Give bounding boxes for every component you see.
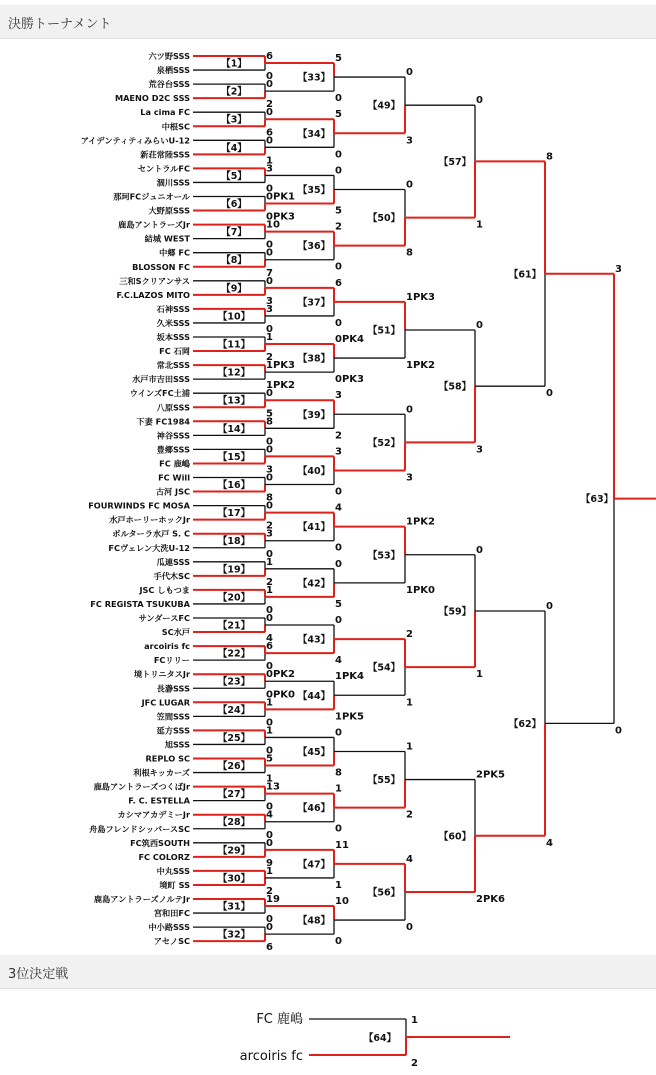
match-label: 【55】 — [367, 775, 401, 787]
team-name: 泉栖SSS — [156, 65, 190, 76]
team-name: 笠間SSS — [156, 711, 190, 722]
team-name: 大野原SSS — [148, 205, 190, 216]
team-name: arcoiris fc — [144, 641, 190, 652]
match-score: 0 — [335, 615, 342, 627]
match-label: 【1】 — [221, 58, 247, 70]
match-score: 2PK6 — [476, 893, 505, 905]
match-score: 4 — [546, 837, 553, 849]
team-name: カシマアカデミーJr — [117, 809, 190, 820]
match-label: 【3】 — [221, 114, 247, 126]
team-name: 神谷SSS — [156, 430, 190, 441]
match-label: 【47】 — [297, 859, 331, 871]
team-name: 手代木SC — [153, 570, 190, 581]
team-name: 豊郷SSS — [156, 444, 190, 455]
match-label: 【16】 — [217, 480, 251, 492]
team-name: 水戸市吉田SSS — [132, 374, 190, 385]
team-name: ボルターラ水戸 S. C — [112, 528, 190, 539]
match-score: 0 — [546, 600, 553, 612]
team-name: 延方SSS — [156, 725, 190, 736]
match-score: 5 — [335, 598, 342, 610]
match-label: 【39】 — [297, 409, 331, 421]
match-label: 【20】 — [217, 592, 251, 604]
match-score: 1PK4 — [335, 671, 364, 683]
match-score: 0 — [476, 544, 483, 556]
match-score: 8 — [266, 492, 273, 504]
match-label: 【5】 — [221, 170, 247, 182]
match-score: 3 — [266, 464, 273, 476]
match-score: 0 — [266, 71, 273, 83]
team-name: FOURWINDS FC MOSA — [88, 500, 190, 511]
match-score: 1PK2 — [406, 516, 435, 528]
match-score: 8 — [266, 416, 273, 428]
team-name: 古河 JSC — [155, 486, 190, 497]
match-score: 5 — [266, 753, 273, 765]
team-name: FCリリー — [153, 655, 190, 666]
match-score: 2 — [266, 885, 273, 897]
team-name: 水戸ホーリーホックJr — [109, 514, 190, 525]
match-score: 3 — [335, 390, 342, 402]
team-name: SC水戸 — [161, 627, 190, 638]
match-label: 【7】 — [221, 227, 247, 239]
match-label: 【38】 — [297, 353, 331, 365]
match-label: 【28】 — [217, 817, 251, 829]
match-score: 1PK2 — [406, 360, 435, 372]
team-name: 中根SC — [161, 121, 190, 132]
match-score: 0 — [266, 323, 273, 335]
team-name: 石神SSS — [156, 303, 190, 314]
match-score: 1 — [266, 155, 273, 167]
match-label: 【26】 — [217, 761, 251, 773]
match-score: 0 — [406, 179, 413, 191]
match-score: 5 — [335, 53, 342, 65]
team-name: 長瀞SSS — [156, 683, 190, 694]
team-name: ウインズFC土浦 — [129, 388, 190, 399]
match-score: 1 — [335, 783, 342, 795]
match-score: 3 — [266, 303, 273, 315]
match-score: 0 — [406, 922, 413, 934]
match-label: 【50】 — [367, 213, 401, 225]
match-label: 【60】 — [438, 831, 472, 843]
match-score: 8 — [335, 767, 342, 779]
match-score: 0 — [266, 79, 273, 91]
match-score: 1 — [266, 725, 273, 737]
match-label: 【45】 — [297, 746, 331, 758]
match-label: 【53】 — [367, 550, 401, 562]
match-score: 3 — [615, 263, 622, 275]
match-score: 1 — [266, 865, 273, 877]
match-score: 11 — [335, 839, 349, 851]
match-score: 0 — [266, 661, 273, 673]
match-label: 【30】 — [217, 873, 251, 885]
match-score: 0 — [266, 436, 273, 448]
third-place-header — [0, 955, 656, 989]
match-score: 1 — [266, 697, 273, 709]
team-name: 新荘常陸SSS — [140, 149, 190, 160]
match-score: 4 — [266, 633, 273, 645]
match-score: 0 — [266, 829, 273, 841]
match-score: 3 — [266, 163, 273, 175]
team-name: 常北SSS — [156, 360, 190, 371]
match-score: 6 — [266, 641, 273, 653]
match-label: 【14】 — [217, 423, 251, 435]
match-score: 0PK3 — [266, 211, 295, 223]
match-score: 10 — [335, 896, 349, 908]
match-label: 【64】 — [363, 1033, 397, 1044]
match-score: 1PK0 — [406, 584, 435, 596]
team-name: 荒谷台SSS — [148, 79, 190, 90]
team-name: 鹿島アントラーズつくばJr — [93, 781, 190, 792]
team-name: アイデンティティみらいU-12 — [80, 135, 190, 146]
match-score: 0 — [266, 444, 273, 456]
match-score: 1 — [335, 879, 342, 891]
match-label: 【31】 — [217, 901, 251, 913]
match-score: 0 — [266, 275, 273, 287]
match-score: 1PK5 — [335, 711, 364, 723]
match-label: 【61】 — [508, 269, 542, 281]
match-label: 【46】 — [297, 803, 331, 815]
match-score: 0 — [266, 388, 273, 400]
team-name: 境トリニタスJr — [133, 669, 190, 680]
match-score: 0 — [335, 542, 342, 554]
match-score: 0 — [266, 914, 273, 926]
match-score: 3 — [406, 472, 413, 484]
match-score: 7 — [266, 267, 273, 279]
match-score: 0 — [266, 135, 273, 147]
team-name: 宮和田FC — [153, 908, 190, 919]
match-label: 【44】 — [297, 690, 331, 702]
team-name: アセノSC — [153, 936, 190, 947]
team-name: 下妻 FC1984 — [136, 416, 190, 427]
team-name: セントラルFC — [137, 163, 190, 174]
team-name: JFC LUGAR — [141, 697, 190, 708]
team-name: 鹿島アントラーズJr — [118, 219, 190, 230]
match-label: 【24】 — [217, 704, 251, 716]
match-score: 2 — [411, 1058, 418, 1069]
match-score: 5 — [266, 408, 273, 420]
match-label: 【48】 — [297, 915, 331, 927]
match-score: 1PK3 — [266, 360, 295, 372]
match-score: 0 — [335, 149, 342, 161]
match-score: 1 — [266, 332, 273, 343]
team-name: 久米SSS — [156, 317, 190, 328]
match-score: 9 — [266, 857, 273, 869]
match-label: 【33】 — [297, 72, 331, 84]
match-score: 0PK4 — [335, 334, 364, 346]
match-score: 4 — [406, 853, 413, 865]
match-label: 【40】 — [297, 465, 331, 477]
match-score: 0 — [546, 388, 553, 400]
match-score: 0 — [266, 745, 273, 757]
match-label: 【59】 — [438, 606, 472, 618]
match-score: 0PK2 — [266, 669, 295, 681]
match-score: 0 — [615, 725, 622, 737]
match-score: 0 — [266, 472, 273, 484]
match-score: 5 — [335, 109, 342, 121]
team-name: F. C. ESTELLA — [128, 795, 190, 806]
team-name: FC COLORZ — [138, 851, 190, 862]
match-score: 2PK5 — [476, 769, 505, 781]
match-label: 【37】 — [297, 297, 331, 309]
match-score: 1 — [411, 1015, 418, 1026]
match-score: 8 — [546, 151, 553, 163]
team-name: 舟島フレンドシッパースSC — [89, 823, 190, 834]
match-score: 0 — [266, 922, 273, 934]
match-score: 2 — [335, 430, 342, 442]
match-label: 【12】 — [217, 367, 251, 379]
match-label: 【56】 — [367, 887, 401, 899]
match-score: 0 — [266, 717, 273, 729]
team-name: arcoiris fc — [239, 1049, 303, 1064]
match-label: 【36】 — [297, 241, 331, 253]
third-place-bracket — [0, 1005, 656, 1075]
match-score: 0 — [335, 558, 342, 570]
match-label: 【32】 — [217, 929, 251, 941]
match-score: 1 — [266, 556, 273, 568]
match-label: 【29】 — [217, 845, 251, 857]
match-score: 0 — [335, 261, 342, 273]
match-score: 5 — [335, 205, 342, 217]
team-name: MAENO D2C SSS — [114, 93, 190, 104]
match-score: 4 — [266, 809, 273, 821]
team-name: 旭SSS — [164, 739, 190, 750]
team-name: 境町 SS — [159, 879, 190, 890]
team-name: FC 鹿嶋 — [256, 1012, 303, 1027]
match-label: 【49】 — [367, 100, 401, 112]
team-name: FC 鹿嶋 — [159, 458, 190, 469]
match-label: 【42】 — [297, 578, 331, 590]
match-score: 0 — [335, 823, 342, 835]
match-score: 1 — [476, 219, 483, 231]
match-score: 2 — [266, 352, 273, 364]
team-name: 中丸SSS — [156, 865, 190, 876]
match-score: 8 — [406, 247, 413, 259]
match-score: 1PK2 — [266, 380, 295, 392]
match-score: 6 — [266, 942, 273, 950]
match-score: 0PK0 — [266, 689, 295, 701]
team-name: 涸川SSS — [156, 177, 190, 188]
match-score: 0 — [266, 604, 273, 616]
match-label: 【51】 — [367, 325, 401, 337]
match-score: 6 — [266, 127, 273, 139]
match-label: 【15】 — [217, 451, 251, 463]
match-label: 【41】 — [297, 522, 331, 534]
match-score: 0 — [335, 727, 342, 739]
match-label: 【21】 — [217, 620, 251, 632]
match-label: 【25】 — [217, 732, 251, 744]
team-name: REPLO SC — [145, 753, 190, 764]
match-label: 【9】 — [221, 283, 247, 295]
match-score: 1 — [476, 669, 483, 681]
match-label: 【6】 — [221, 199, 247, 211]
match-score: 2 — [335, 221, 342, 233]
team-name: 結城 WEST — [144, 233, 190, 244]
match-score: 6 — [335, 277, 342, 289]
match-score: 0 — [266, 239, 273, 251]
match-label: 【63】 — [580, 494, 614, 506]
match-label: 【35】 — [297, 184, 331, 196]
match-score: 3 — [266, 295, 273, 307]
match-label: 【8】 — [221, 255, 247, 267]
team-name: 中小路SSS — [148, 922, 190, 933]
team-name: JSC しもつま — [139, 584, 190, 595]
match-score: 0PK1 — [266, 191, 295, 203]
third-place-title: 3位決定戦 — [8, 967, 69, 982]
team-name: 六ツ野SSS — [148, 51, 190, 61]
team-name: 瓜連SSS — [156, 556, 190, 567]
match-label: 【18】 — [217, 536, 251, 548]
match-score: 2 — [266, 520, 273, 532]
match-label: 【23】 — [217, 676, 251, 688]
match-score: 0 — [476, 319, 483, 331]
match-score: 0 — [406, 404, 413, 416]
match-label: 【10】 — [217, 311, 251, 323]
match-score: 0 — [266, 107, 273, 119]
team-name: 那珂FCジュニオール — [113, 191, 190, 202]
team-name: 中郷 FC — [159, 247, 190, 258]
match-label: 【17】 — [217, 508, 251, 520]
team-name: BLOSSON FC — [132, 261, 190, 272]
match-label: 【19】 — [217, 564, 251, 576]
team-name: FC Will — [158, 472, 190, 483]
match-score: 1 — [266, 773, 273, 785]
match-score: 19 — [266, 894, 280, 905]
match-label: 【58】 — [438, 381, 472, 393]
team-name: La cima FC — [140, 107, 190, 118]
match-score: 4 — [335, 655, 342, 667]
match-score: 1PK3 — [406, 291, 435, 303]
match-score: 0 — [335, 936, 342, 948]
match-score: 3 — [476, 444, 483, 456]
match-score: 0 — [335, 317, 342, 329]
match-score: 2 — [406, 629, 413, 641]
team-name: 坂本SSS — [156, 332, 190, 342]
team-name: 利根キッカーズ — [133, 767, 190, 778]
match-score: 0 — [266, 837, 273, 849]
team-name: FC 石岡 — [159, 346, 190, 357]
match-score: 0 — [266, 548, 273, 560]
final-tournament-title: 決勝トーナメント — [8, 17, 112, 32]
match-score: 2 — [266, 576, 273, 588]
match-score: 13 — [266, 781, 280, 793]
match-score: 4 — [335, 502, 342, 514]
match-score: 0 — [266, 613, 273, 624]
match-score: 0 — [335, 165, 342, 177]
tournament-bracket — [0, 40, 656, 950]
match-score: 3 — [266, 528, 273, 540]
team-name: FC筑西SOUTH — [130, 837, 190, 848]
match-score: 1 — [266, 584, 273, 596]
match-score: 1 — [406, 697, 413, 709]
match-score: 6 — [266, 51, 273, 62]
match-score: 2 — [266, 99, 273, 111]
team-name: 三和Sクリアンサス — [119, 275, 190, 286]
match-label: 【43】 — [297, 634, 331, 646]
match-score: 0PK3 — [335, 374, 364, 386]
team-name: 鹿島アントラーズノルテJr — [93, 894, 190, 904]
match-label: 【52】 — [367, 437, 401, 449]
match-label: 【13】 — [217, 395, 251, 407]
match-label: 【2】 — [221, 86, 247, 98]
match-label: 【11】 — [217, 339, 251, 351]
match-score: 0 — [266, 247, 273, 259]
team-name: サンダースFC — [138, 613, 190, 623]
match-score: 0 — [335, 93, 342, 105]
match-label: 【27】 — [217, 789, 251, 801]
match-label: 【22】 — [217, 648, 251, 660]
team-name: F.C.LAZOS MITO — [116, 289, 190, 300]
match-label: 【57】 — [438, 156, 472, 168]
match-score: 0 — [266, 183, 273, 195]
match-label: 【62】 — [508, 718, 542, 730]
match-score: 0 — [476, 95, 483, 107]
match-score: 0 — [335, 486, 342, 498]
team-name: 八原SSS — [156, 402, 190, 413]
match-score: 10 — [266, 219, 280, 231]
match-score: 3 — [335, 446, 342, 458]
match-label: 【34】 — [297, 128, 331, 140]
match-score: 3 — [406, 135, 413, 147]
match-score: 0 — [266, 500, 273, 512]
match-score: 1 — [406, 741, 413, 753]
match-label: 【54】 — [367, 662, 401, 674]
team-name: FC REGISTA TSUKUBA — [90, 598, 190, 609]
team-name: FCヴェレン大洗U-12 — [108, 542, 190, 553]
match-score: 0 — [266, 801, 273, 813]
final-tournament-header — [0, 5, 656, 39]
match-score: 0 — [406, 67, 413, 79]
match-label: 【4】 — [221, 142, 247, 154]
match-score: 2 — [406, 809, 413, 821]
